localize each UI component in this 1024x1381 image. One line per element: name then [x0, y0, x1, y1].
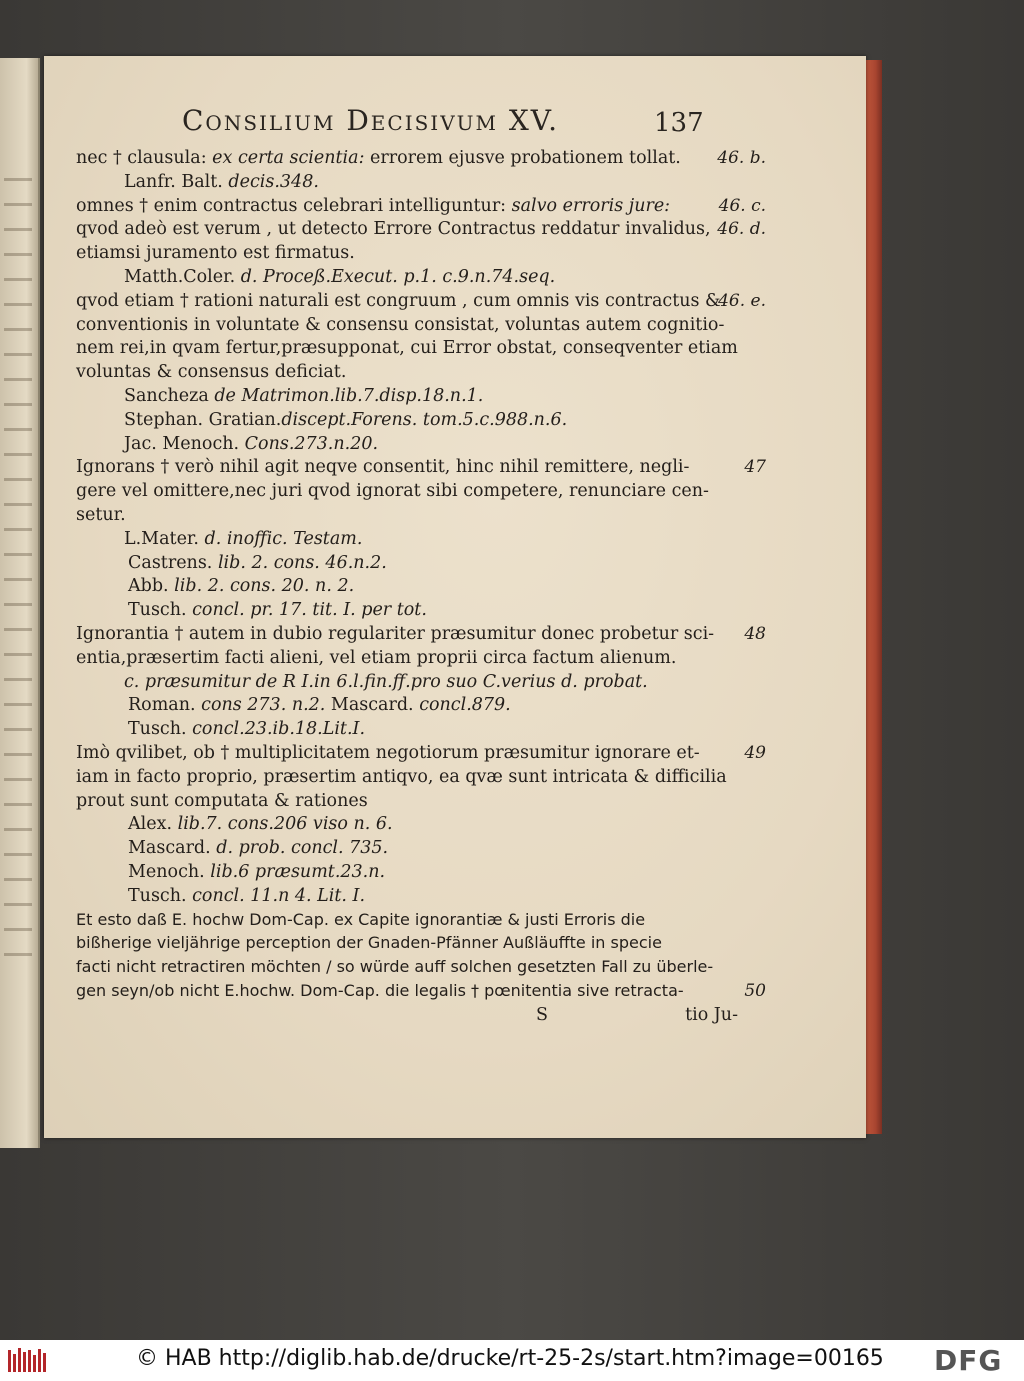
text-line	[76, 172, 766, 196]
body-text: iam in facto proprio, præsertim antiqvo, ea qvæ sunt intricata & difficilia	[76, 766, 727, 787]
body-text: nec † clausula:	[76, 148, 213, 168]
citation-text: lib.6 præsumt.23.n.	[210, 861, 386, 882]
text-line	[76, 553, 766, 577]
text-line	[76, 457, 766, 481]
marginal-number: 49	[744, 742, 766, 763]
marginal-number: 46. b.	[717, 148, 766, 168]
body-text: gere vel omittere,nec juri qvod ignorat sibi competere, renunciare cen-	[76, 481, 709, 502]
citation-text: concl. 11.n 4. Lit. I.	[192, 885, 366, 906]
line-text	[76, 910, 645, 929]
body-text: Jac. Menoch.	[124, 433, 245, 454]
line-text	[128, 553, 387, 573]
text-line	[76, 862, 766, 886]
line-text	[76, 933, 662, 952]
body-text: Abb.	[128, 576, 175, 597]
line-text	[128, 862, 385, 882]
line-text	[128, 719, 365, 739]
line-text	[76, 315, 724, 335]
citation-text: concl.23.ib.18.Lit.I.	[192, 719, 366, 740]
text-line	[76, 719, 766, 743]
body-text: Ignorans † verò nihil agit neqve consentit, hinc nihil remittere, negli-	[76, 457, 690, 478]
line-text	[76, 457, 689, 477]
text-line	[76, 576, 766, 600]
body-text: errorem ejusve probationem tollat.	[364, 148, 681, 168]
body-text: Roman.	[128, 695, 202, 716]
body-text: bißherige vieljährige perception der Gnaden-Pfänner Außläuffte in specie	[76, 933, 662, 953]
text-line	[76, 267, 766, 291]
text-line	[76, 338, 766, 362]
body-text: conventionis in voluntate & consensu consistat, voluntas autem cognitio-	[76, 314, 725, 335]
line-text	[76, 743, 700, 763]
line-text	[76, 481, 709, 501]
body-text: Et esto daß E. hochw Dom-Cap. ex Capite ignorantiæ & justi Erroris die	[76, 909, 646, 929]
body-text: L.Mater.	[124, 528, 205, 549]
body-text: Stephan. Gratian.	[124, 409, 282, 430]
body-text: omnes † enim contractus celebrari intelliguntur:	[76, 195, 512, 216]
line-text	[76, 767, 727, 787]
line-text	[124, 529, 362, 549]
marginal-number: 46. e.	[718, 290, 766, 311]
marginal-number: 48	[744, 623, 766, 644]
body-text: prout sunt computata & rationes	[76, 790, 368, 811]
line-text	[76, 981, 684, 1000]
marginal-number: 46. c.	[718, 195, 766, 216]
line-text	[128, 695, 511, 715]
citation-text: lib. 2. cons. 20. n. 2.	[174, 576, 355, 597]
text-line	[76, 505, 766, 529]
line-text	[128, 576, 354, 596]
citation-text: d. inoffic. Testam.	[204, 528, 363, 549]
body-text: Sancheza	[124, 385, 215, 406]
text-line	[76, 219, 766, 243]
citation-text: d. prob. concl. 735.	[216, 838, 389, 859]
line-text	[76, 505, 126, 525]
body-text: Tusch.	[128, 600, 193, 621]
signature-mark: S	[536, 1004, 548, 1025]
previous-page-text-traces	[4, 178, 32, 978]
page-number: 137	[654, 108, 704, 138]
body-text: Tusch.	[128, 719, 193, 740]
signature-line	[76, 1005, 766, 1029]
marginal-number: 46. d.	[717, 219, 766, 240]
line-text	[128, 838, 388, 858]
citation-text: lib. 2. cons. 46.n.2.	[217, 552, 387, 573]
text-line	[76, 291, 766, 315]
text-line	[76, 672, 766, 696]
text-line	[76, 529, 766, 553]
line-text	[124, 386, 483, 406]
line-text	[76, 957, 713, 976]
text-line	[76, 362, 766, 386]
previous-page-edge	[0, 58, 40, 1148]
line-text	[76, 791, 368, 811]
text-line	[76, 386, 766, 410]
text-line	[76, 410, 766, 434]
line-text	[128, 814, 393, 834]
citation-text: lib.7. cons.206 viso n. 6.	[177, 814, 393, 835]
text-line	[76, 791, 766, 815]
text-line	[76, 814, 766, 838]
line-text	[76, 219, 711, 239]
citation-text: ex certa scientia:	[212, 148, 365, 168]
body-text: gen seyn/ob nicht E.hochw. Dom-Cap. die legalis † pœnitentia sive retracta-	[76, 980, 684, 1000]
body-text: etiamsi juramento est firmatus.	[76, 243, 355, 264]
body-text: qvod adeò est verum , ut detecto Errore Contractus reddatur invalidus,	[76, 219, 711, 240]
text-line	[76, 767, 766, 791]
line-text	[76, 243, 355, 263]
text-line	[76, 481, 766, 505]
text-line	[76, 743, 766, 767]
text-line	[76, 434, 766, 458]
text-line	[76, 695, 766, 719]
body-text: Alex.	[128, 814, 178, 835]
body-text: Matth.Coler.	[124, 266, 241, 287]
text-line	[76, 981, 766, 1005]
text-line	[76, 315, 766, 339]
body-text: Tusch.	[128, 885, 193, 906]
marginal-number: 47	[744, 457, 766, 478]
body-text: entia,præsertim facti alieni, vel etiam proprii circa factum alienum.	[76, 647, 677, 668]
citation-text: concl.879.	[419, 695, 511, 716]
body-text: Mascard.	[128, 838, 217, 859]
line-text	[124, 410, 567, 430]
body-text: Mascard.	[325, 695, 420, 716]
body-text: Castrens.	[128, 552, 218, 573]
marginal-number: 50	[744, 980, 766, 1001]
body-text: setur.	[76, 504, 126, 525]
line-text	[76, 648, 676, 668]
line-text	[76, 338, 738, 358]
page-text	[76, 148, 766, 1028]
body-text: Menoch.	[128, 861, 211, 882]
running-header: Consilium Decisivum XV.	[182, 104, 560, 137]
line-text	[124, 267, 555, 287]
citation-text: concl. pr. 17. tit. I. per tot.	[192, 600, 427, 621]
citation-text: c. præsumitur de R I.in 6.l.fin.ff.pro suo C.verius d. probat.	[124, 671, 648, 692]
book-page	[44, 56, 866, 1138]
line-text	[76, 624, 714, 644]
line-text	[124, 172, 319, 192]
line-text	[128, 600, 427, 620]
citation-text: de Matrimon.lib.7.disp.18.n.1.	[214, 385, 484, 406]
line-text	[76, 291, 721, 311]
line-text	[124, 672, 648, 692]
line-text	[76, 362, 346, 382]
body-text: voluntas & consensus deficiat.	[76, 362, 347, 383]
body-text: qvod etiam † rationi naturali est congruum , cum omnis vis contractus &	[76, 290, 721, 311]
body-text: Imò qvilibet, ob † multiplicitatem negotiorum præsumitur ignorare et-	[76, 742, 700, 763]
line-text	[124, 434, 378, 454]
citation-text: discept.Forens. tom.5.c.988.n.6.	[281, 409, 568, 430]
text-line	[76, 933, 766, 957]
line-text	[128, 886, 365, 906]
text-line	[76, 648, 766, 672]
citation-text: cons 273. n.2.	[201, 695, 326, 716]
body-text: Ignorantia † autem in dubio regulariter præsumitur donec probetur sci-	[76, 623, 715, 644]
text-line	[76, 910, 766, 934]
text-line	[76, 600, 766, 624]
citation-text: decis.348.	[228, 171, 319, 192]
body-text: Lanfr. Balt.	[124, 171, 229, 192]
citation-text: Cons.273.n.20.	[244, 433, 379, 454]
text-line	[76, 243, 766, 267]
catchword: tio Ju-	[685, 1004, 738, 1025]
line-text	[76, 148, 681, 168]
citation-text: d. Proceß.Execut. p.1. c.9.n.74.seq.	[240, 266, 556, 287]
text-line	[76, 196, 766, 220]
citation-text: salvo erroris jure:	[511, 195, 671, 216]
text-line	[76, 838, 766, 862]
text-line	[76, 624, 766, 648]
text-line	[76, 148, 766, 172]
viewer-footer	[0, 1340, 1024, 1381]
text-line	[76, 886, 766, 910]
dfg-logo: DFG	[934, 1344, 1003, 1377]
text-line	[76, 957, 766, 981]
body-text: facti nicht retractiren möchten / so würde auff solchen gesetzten Fall zu überle-	[76, 957, 714, 977]
copyright-url[interactable]: © HAB http://diglib.hab.de/drucke/rt-25-2s/start.htm?image=00165	[136, 1346, 884, 1371]
body-text: nem rei,in qvam fertur,præsupponat, cui Error obstat, conseqventer etiam	[76, 338, 738, 359]
line-text	[76, 196, 670, 216]
book-cover-edge	[866, 60, 882, 1134]
hab-logo-icon	[6, 1346, 50, 1376]
